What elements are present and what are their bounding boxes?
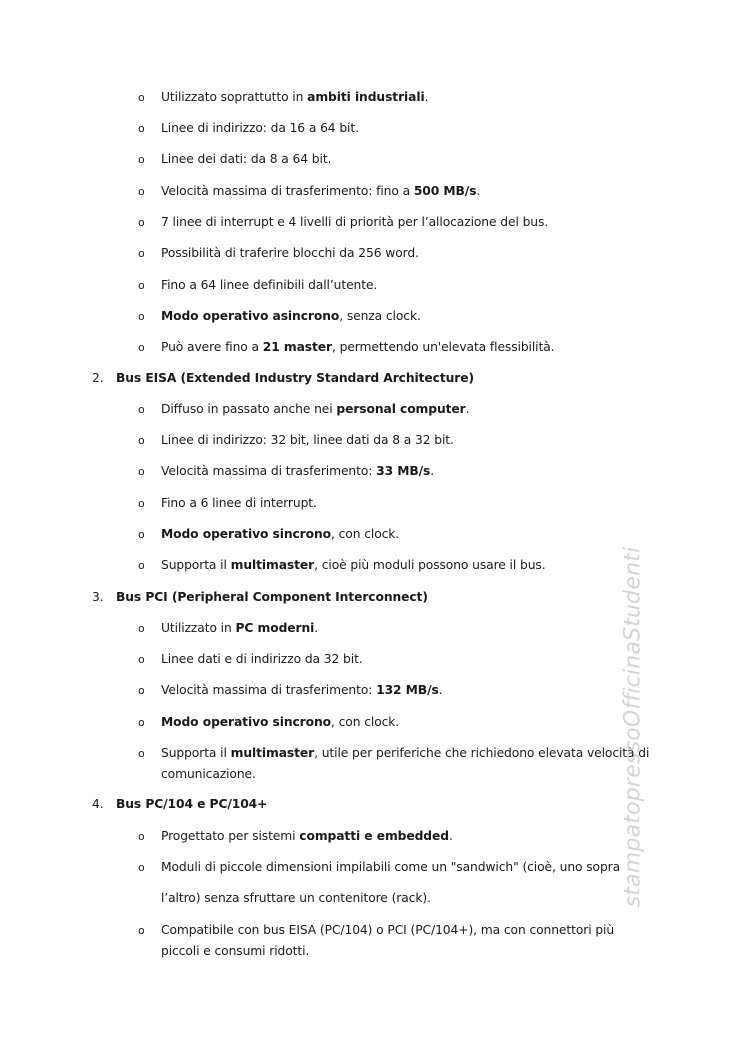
line-text [161, 712, 399, 733]
section-number: 2. [92, 371, 104, 385]
bullet-icon: o [138, 434, 145, 447]
line-text [161, 920, 614, 941]
text-segment: comunicazione. [161, 767, 256, 781]
bullet-icon: o [138, 341, 145, 354]
text-segment: , senza clock. [339, 309, 421, 323]
line-text [161, 764, 256, 785]
line-text [161, 181, 480, 202]
line-text [161, 649, 363, 670]
text-segment: Velocità massima di trasferimento: [161, 464, 377, 478]
text-segment: Velocità massima di trasferimento: fino a [161, 184, 414, 198]
text-segment: Bus PCI (Peripheral Component Interconnect) [116, 590, 428, 604]
line-text [161, 524, 399, 545]
bullet-icon: o [138, 653, 145, 666]
text-segment: Utilizzato in [161, 621, 236, 635]
bullet-icon: o [138, 830, 145, 843]
line-text [161, 493, 317, 514]
text-segment: Diffuso in passato anche nei [161, 402, 337, 416]
text-segment: . [314, 621, 319, 635]
line-text [161, 243, 419, 264]
watermark: stampatopressoOfficinaStudenti [620, 546, 646, 908]
text-segment: . [465, 402, 470, 416]
bullet-icon: o [138, 497, 145, 510]
bullet-icon: o [138, 153, 145, 166]
text-segment: . [438, 683, 443, 697]
bullet-icon: o [138, 528, 145, 541]
line-text [116, 368, 474, 389]
bullet-icon: o [138, 185, 145, 198]
bold-text: 500 MB/s [413, 184, 477, 198]
text-segment: Supporta il [161, 746, 231, 760]
text-segment: Fino a 6 linee di interrupt. [161, 496, 317, 510]
line-text [116, 587, 428, 608]
line-text [161, 888, 431, 909]
bullet-icon: o [138, 559, 145, 572]
line-text [161, 430, 454, 451]
bullet-icon: o [138, 622, 145, 635]
line-text [161, 212, 548, 233]
line-text [161, 149, 331, 170]
text-segment: Bus EISA (Extended Industry Standard Architecture) [116, 371, 474, 385]
section-number: 4. [92, 797, 104, 811]
line-text [161, 941, 309, 962]
text-segment: . [476, 184, 481, 198]
bold-text: personal computer [336, 402, 466, 416]
bullet-icon: o [138, 310, 145, 323]
line-text [161, 118, 359, 139]
line-text [161, 680, 443, 701]
text-segment: Linee dei dati: da 8 a 64 bit. [161, 152, 332, 166]
bullet-icon: o [138, 924, 145, 937]
bold-text: 33 MB/s [376, 464, 431, 478]
text-segment: Supporta il [161, 558, 231, 572]
text-segment: , permettendo un'elevata flessibilità. [332, 340, 555, 354]
text-segment: Compatibile con bus EISA (PC/104) o PCI (PC/104+), ma con connettori più [161, 923, 615, 937]
line-text [161, 743, 649, 764]
line-text [161, 306, 421, 327]
bullet-icon: o [138, 747, 145, 760]
bullet-icon: o [138, 861, 145, 874]
line-text [161, 399, 469, 420]
text-segment: Moduli di piccole dimensioni impilabili come un "sandwich" (cioè, uno sopra [161, 860, 621, 874]
line-text [161, 826, 453, 847]
bold-text: multimaster [230, 746, 315, 760]
text-segment: Utilizzato soprattutto in [161, 90, 308, 104]
bold-text: ambiti industriali [307, 90, 425, 104]
text-segment: l’altro) senza sfruttare un contenitore (rack). [161, 891, 431, 905]
text-segment: Possibilità di traferire blocchi da 256 word. [161, 246, 419, 260]
line-text [161, 618, 318, 639]
bullet-icon: o [138, 716, 145, 729]
bullet-icon: o [138, 279, 145, 292]
bullet-icon: o [138, 216, 145, 229]
bold-text: compatti e embedded [299, 829, 449, 843]
bullet-icon: o [138, 403, 145, 416]
bullet-icon: o [138, 465, 145, 478]
line-text [161, 337, 554, 358]
line-text [161, 461, 434, 482]
text-segment: Velocità massima di trasferimento: [161, 683, 377, 697]
line-text [161, 275, 377, 296]
bold-text: Modo operativo sincrono [161, 527, 332, 541]
section-number: 3. [92, 590, 104, 604]
text-segment: . [430, 464, 435, 478]
bold-text: Modo operativo sincrono [161, 715, 332, 729]
text-segment: Progettato per sistemi [161, 829, 300, 843]
bold-text: multimaster [230, 558, 315, 572]
bold-text: 21 master [262, 340, 332, 354]
bullet-icon: o [138, 247, 145, 260]
text-segment: Linee dati e di indirizzo da 32 bit. [161, 652, 363, 666]
bullet-icon: o [138, 684, 145, 697]
bold-text: PC moderni [235, 621, 315, 635]
text-segment: Fino a 64 linee definibili dall’utente. [161, 278, 378, 292]
text-segment: Linee di indirizzo: 32 bit, linee dati da 8 a 32 bit. [161, 433, 454, 447]
line-text [116, 794, 267, 815]
text-segment: Può avere fino a [161, 340, 263, 354]
text-segment: . [424, 90, 429, 104]
text-segment: Bus PC/104 e PC/104+ [116, 797, 268, 811]
line-text [161, 87, 428, 108]
text-segment: , cioè più moduli possono usare il bus. [314, 558, 546, 572]
bold-text: 132 MB/s [376, 683, 439, 697]
text-segment: Linee di indirizzo: da 16 a 64 bit. [161, 121, 359, 135]
text-segment: . [448, 829, 453, 843]
line-text [161, 555, 546, 576]
text-segment: , con clock. [331, 715, 400, 729]
bullet-icon: o [138, 122, 145, 135]
text-segment: , utile per periferiche che richiedono elevata velocità di [314, 746, 650, 760]
bullet-icon: o [138, 91, 145, 104]
text-segment: piccoli e consumi ridotti. [161, 944, 310, 958]
line-text [161, 857, 620, 878]
text-segment: 7 linee di interrupt e 4 livelli di priorità per l’allocazione del bus. [161, 215, 549, 229]
bold-text: Modo operativo asincrono [161, 309, 340, 323]
text-segment: , con clock. [331, 527, 400, 541]
